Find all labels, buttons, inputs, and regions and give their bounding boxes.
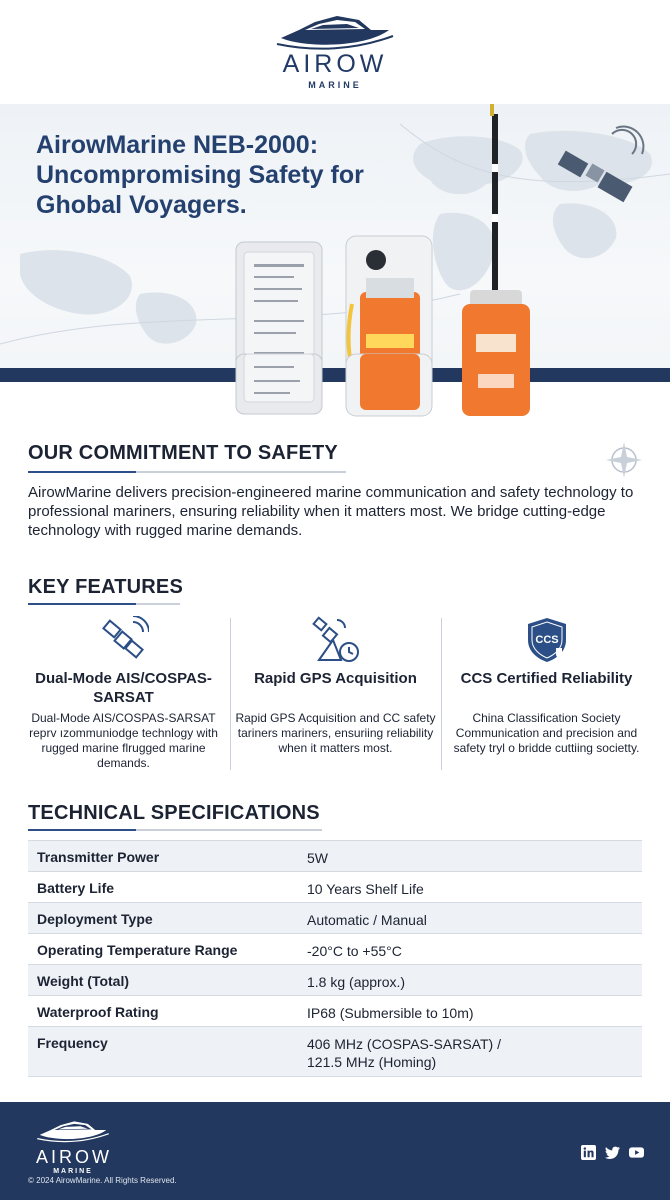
spec-value: IP68 (Submersible to 10m) (307, 1005, 474, 1021)
brand-logo[interactable] (262, 8, 408, 90)
ccs-badge-text: CCS (535, 634, 559, 646)
features-heading: KEY FEATURES (28, 576, 184, 598)
twitter-icon[interactable] (605, 1145, 620, 1160)
gps-clock-icon (311, 616, 361, 664)
satellite-icon (99, 616, 149, 664)
yacht-icon (36, 1116, 110, 1144)
hero-bottom (0, 382, 670, 420)
spec-value: -20°C to +55°C (307, 943, 402, 959)
feature-title: Rapid GPS Acquisition (254, 670, 417, 687)
beacon-bracket-image (236, 242, 322, 384)
feature-description: Dual-Mode AIS/COSPAS-SARSAT reprv ızommuniodge technlogy with rugged marine flrugged marine demands. (29, 711, 218, 770)
copyright-text: © 2024 AirowMarine. All Rights Reserved. (28, 1176, 177, 1185)
feature-title: Dual-Mode AIS/COSPAS-SARSAT (35, 670, 212, 706)
hero-banner (0, 104, 670, 420)
footer-brand: AIROW (36, 1147, 112, 1167)
spec-label: Deployment Type (37, 911, 153, 927)
commitment-underline (28, 471, 346, 473)
site-header (0, 0, 670, 104)
feature-card-gps (230, 616, 441, 772)
specs-underline (28, 829, 322, 831)
commitment-heading: OUR COMMITMENT TO SAFETY (28, 442, 338, 464)
brand-subtitle: MARINE (308, 80, 362, 90)
spec-value: Automatic / Manual (307, 912, 427, 928)
feature-description: China Classification Society Communication and precision and safety tryl o bridde cuttiing societty. (453, 711, 640, 755)
spec-row (28, 1027, 642, 1077)
yacht-icon (275, 8, 395, 52)
feature-description: Rapid GPS Acquisition and CC safety tariners mariners, ensuriing reliability when it matters most. (235, 711, 436, 755)
feature-card-ccs (441, 616, 652, 772)
linkedin-icon[interactable] (581, 1145, 596, 1160)
spec-label: Battery Life (37, 880, 115, 896)
spec-label: Transmitter Power (37, 849, 160, 865)
spec-label: Operating Temperature Range (37, 942, 238, 958)
hero-title: AirowMarine NEB-2000: Uncompromising Safety for Ghobal Voyagers. (36, 131, 364, 219)
ccs-shield-icon (522, 616, 572, 664)
specs-table (28, 840, 642, 1077)
compass-icon (604, 440, 644, 480)
site-footer (0, 1102, 670, 1200)
spec-value: 406 MHz (COSPAS-SARSAT) / 121.5 MHz (Homing) (307, 1036, 501, 1070)
spec-label: Weight (Total) (37, 973, 130, 989)
spec-row (28, 934, 642, 965)
spec-value: 10 Years Shelf Life (307, 881, 424, 897)
footer-logo[interactable] (36, 1116, 110, 1175)
footer-brand-subtitle: MARINE (53, 1168, 93, 1175)
spec-row (28, 965, 642, 996)
hero-band (0, 368, 670, 382)
spec-row (28, 996, 642, 1027)
beacon-open-housing-image (346, 236, 432, 384)
spec-row (28, 872, 642, 903)
spec-label: Frequency (37, 1035, 108, 1051)
specs-heading: TECHNICAL SPECIFICATIONS (28, 802, 320, 824)
features-grid (18, 616, 652, 772)
feature-card-dual-mode (18, 616, 229, 772)
spec-row (28, 841, 642, 872)
commitment-text: AirowMarine delivers precision-engineered marine communication and safety technology to professional mariners, ensuring reliability when it matters most. We bridge cutting-edge technology with rugged marine demands. (28, 484, 634, 539)
spec-row (28, 903, 642, 934)
spec-label: Waterproof Rating (37, 1004, 159, 1020)
feature-title: CCS Certified Reliability (460, 670, 633, 687)
brand-name: AIROW (282, 50, 388, 78)
spec-value: 1.8 kg (approx.) (307, 974, 406, 990)
youtube-icon[interactable] (629, 1145, 644, 1160)
spec-value: 5W (307, 850, 328, 866)
features-underline (28, 603, 180, 605)
